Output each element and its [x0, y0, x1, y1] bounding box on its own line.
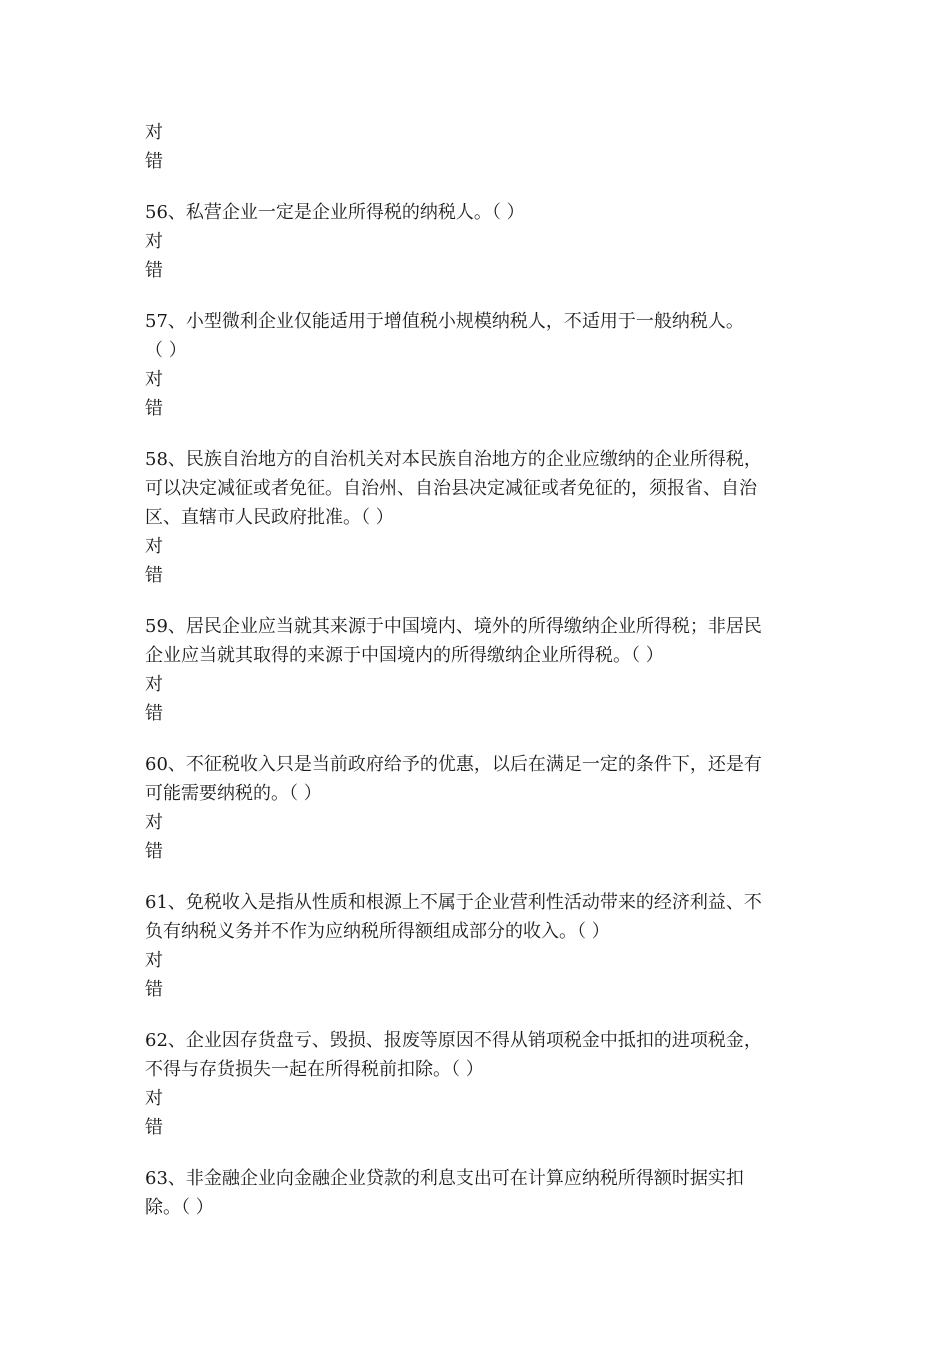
- question-block: [145, 1164, 805, 1222]
- question-text: 60、不征税收入只是当前政府给予的优惠，以后在满足一定的条件下，还是有: [145, 754, 762, 775]
- question-text: （ ）: [145, 340, 187, 361]
- question-block: [145, 1026, 805, 1142]
- option-false: 错: [145, 979, 163, 1000]
- question-text: 62、企业因存货盘亏、毁损、报废等原因不得从销项税金中抵扣的进项税金，: [145, 1030, 762, 1051]
- option-false: 错: [145, 841, 163, 862]
- option-false: 错: [145, 1117, 163, 1138]
- question-text: 可以决定减征或者免征。自治州、自治县决定减征或者免征的，须报省、自治: [145, 478, 757, 499]
- question-block: [145, 612, 805, 728]
- option-false: 错: [145, 703, 163, 724]
- option-true: 对: [145, 1088, 163, 1109]
- option-true: 对: [145, 231, 163, 252]
- question-text: 56、私营企业一定是企业所得税的纳税人。（ ）: [145, 202, 525, 223]
- option-false: 错: [145, 398, 163, 419]
- option-true: 对: [145, 812, 163, 833]
- question-text: 59、居民企业应当就其来源于中国境内、境外的所得缴纳企业所得税；非居民: [145, 616, 762, 637]
- question-text: 61、免税收入是指从性质和根源上不属于企业营利性活动带来的经济利益、不: [145, 892, 762, 913]
- question-text: 可能需要纳税的。（ ）: [145, 783, 322, 804]
- question-text: 企业应当就其取得的来源于中国境内的所得缴纳企业所得税。（ ）: [145, 645, 664, 666]
- option-true: 对: [145, 122, 163, 143]
- document-page: [145, 118, 805, 1222]
- option-true: 对: [145, 536, 163, 557]
- option-true: 对: [145, 674, 163, 695]
- question-text: 58、民族自治地方的自治机关对本民族自治地方的企业应缴纳的企业所得税，: [145, 449, 762, 470]
- question-text: 负有纳税义务并不作为应纳税所得额组成部分的收入。（ ）: [145, 921, 610, 942]
- question-text: 63、非金融企业向金融企业贷款的利息支出可在计算应纳税所得额时据实扣: [145, 1168, 744, 1189]
- question-text: 除。（ ）: [145, 1197, 214, 1218]
- question-block: [145, 445, 805, 590]
- option-false: 错: [145, 151, 163, 172]
- question-block: [145, 198, 805, 285]
- question-text: 区、直辖市人民政府批准。（ ）: [145, 507, 394, 528]
- question-block: [145, 888, 805, 1004]
- option-true: 对: [145, 369, 163, 390]
- option-false: 错: [145, 260, 163, 281]
- question-block: [145, 750, 805, 866]
- option-false: 错: [145, 565, 163, 586]
- option-true: 对: [145, 950, 163, 971]
- question-text: 不得与存货损失一起在所得税前扣除。（ ）: [145, 1059, 484, 1080]
- question-block: [145, 307, 805, 423]
- question-text: 57、小型微利企业仅能适用于增值税小规模纳税人，不适用于一般纳税人。: [145, 311, 744, 332]
